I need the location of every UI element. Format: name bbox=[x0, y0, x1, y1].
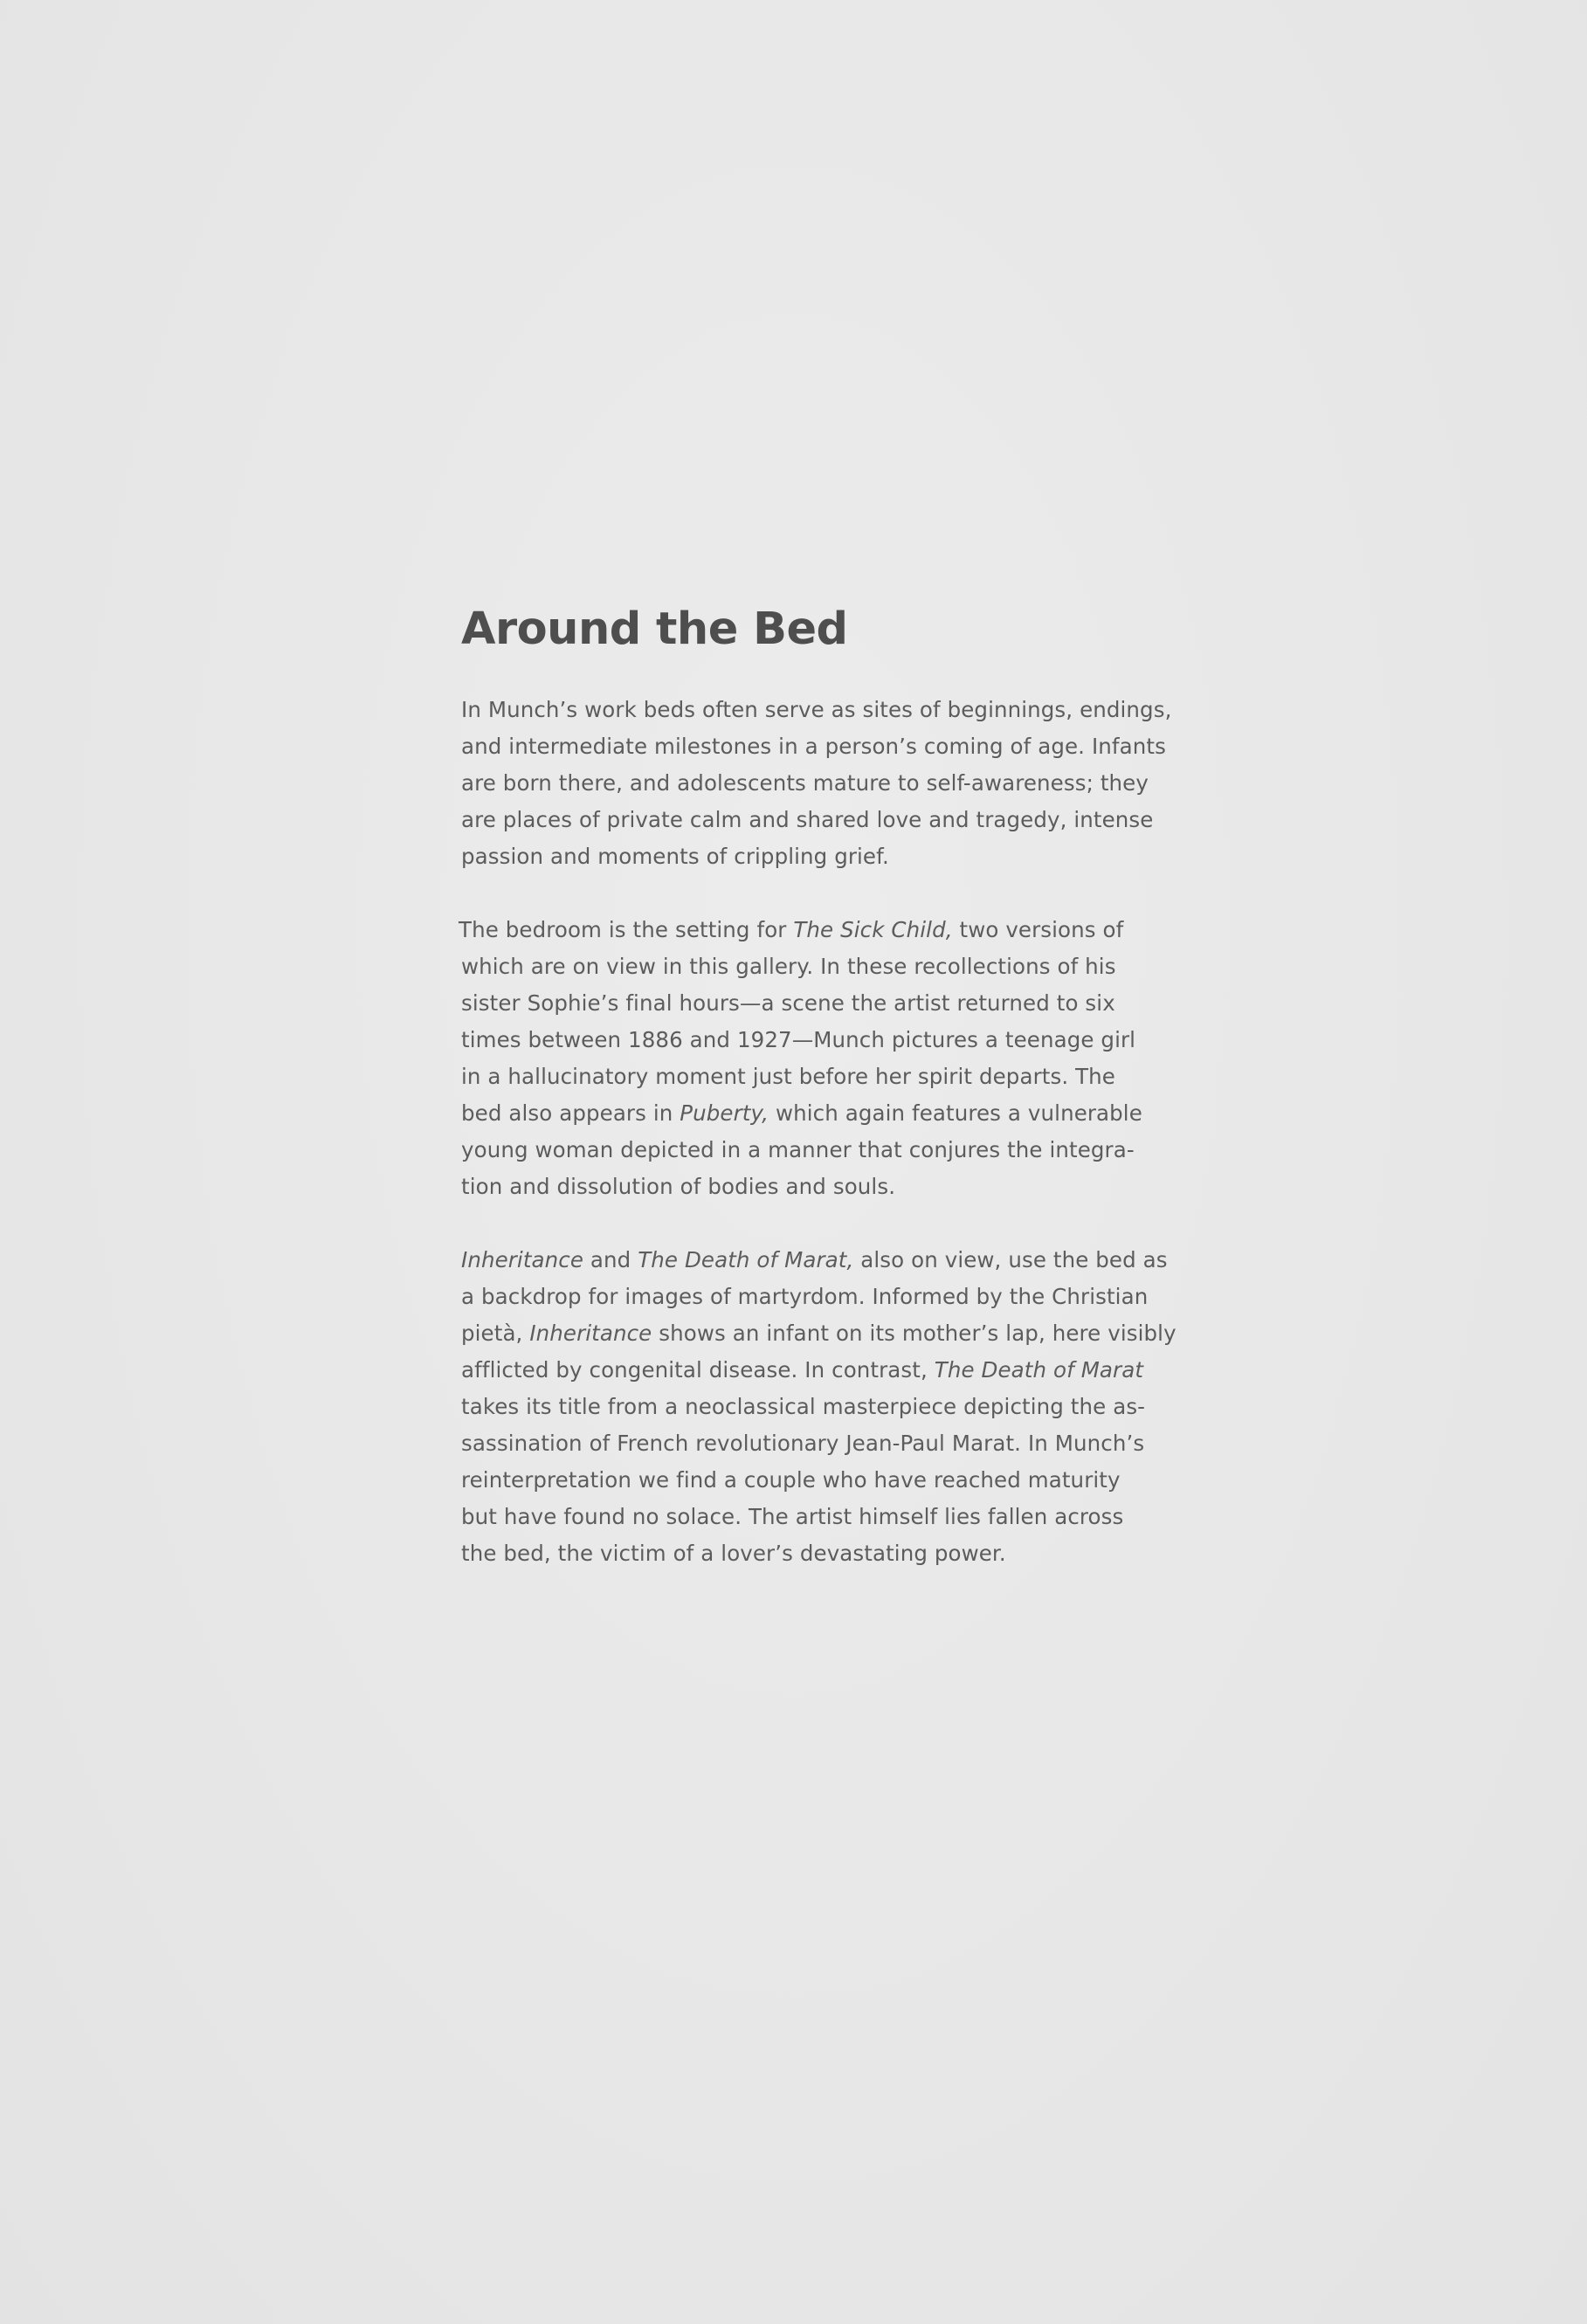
text-run: In Munch’s work beds often serve as sites of beginnings, endings, bbox=[461, 697, 1172, 722]
text-run: and intermediate milestones in a person’s coming of age. Infants bbox=[461, 734, 1166, 759]
text-line bbox=[461, 1315, 1176, 1352]
text-run: a backdrop for images of martyrdom. Informed by the Christian bbox=[461, 1284, 1149, 1309]
text-line bbox=[461, 1535, 1160, 1572]
text-line bbox=[461, 948, 1160, 985]
artwork-title: The Death of Marat, bbox=[638, 1247, 854, 1272]
text-run: shows an infant on its mother’s lap, here visibly bbox=[652, 1321, 1176, 1346]
text-line bbox=[461, 1242, 1168, 1279]
text-line bbox=[461, 1425, 1160, 1462]
text-run: which are on view in this gallery. In these recollections of his bbox=[461, 954, 1116, 979]
text-line bbox=[461, 765, 1160, 802]
text-run: reinterpretation we find a couple who have reached maturity bbox=[461, 1467, 1121, 1493]
text-run: times between 1886 and 1927—Munch pictures a teenage girl bbox=[461, 1027, 1136, 1052]
text-run: takes its title from a neoclassical masterpiece depicting the as- bbox=[461, 1394, 1146, 1419]
text-run: are born there, and adolescents mature to self-awareness; they bbox=[461, 770, 1149, 796]
text-run: but have found no solace. The artist himself lies fallen across bbox=[461, 1504, 1124, 1529]
text-run: sassination of French revolutionary Jean-Paul Marat. In Munch’s bbox=[461, 1431, 1145, 1456]
text-run: afflicted by congenital disease. In contrast, bbox=[461, 1357, 935, 1383]
text-line bbox=[461, 802, 1160, 838]
text-line bbox=[461, 1022, 1160, 1059]
text-line bbox=[461, 1059, 1160, 1095]
text-run: two versions of bbox=[952, 917, 1124, 942]
text-run: which again features a vulnerable bbox=[769, 1100, 1142, 1126]
artwork-title: The Sick Child, bbox=[793, 917, 953, 942]
text-line bbox=[461, 1132, 1160, 1169]
text-line bbox=[461, 1279, 1160, 1315]
text-line bbox=[461, 1389, 1160, 1425]
text-line bbox=[461, 838, 1160, 875]
text-run: are places of private calm and shared love and tragedy, intense bbox=[461, 807, 1154, 832]
text-run: and bbox=[583, 1247, 638, 1272]
text-run: in a hallucinatory moment just before her spirit departs. The bbox=[461, 1064, 1115, 1089]
text-run: tion and dissolution of bodies and souls. bbox=[461, 1174, 896, 1199]
text-run: pietà, bbox=[461, 1321, 530, 1346]
artwork-title: Inheritance bbox=[529, 1321, 652, 1346]
wall-text-panel bbox=[459, 603, 1176, 1572]
artwork-title: The Death of Marat bbox=[934, 1357, 1144, 1383]
body-text bbox=[459, 692, 1176, 1572]
text-line bbox=[461, 1499, 1160, 1535]
text-run: passion and moments of crippling grief. bbox=[461, 844, 889, 869]
artwork-title: Puberty, bbox=[680, 1100, 769, 1126]
text-line bbox=[461, 985, 1160, 1022]
text-run: The bedroom is the setting for bbox=[459, 917, 794, 942]
text-line bbox=[461, 728, 1166, 765]
section-title: Around the Bed bbox=[461, 603, 848, 655]
artwork-title: Inheritance bbox=[461, 1247, 584, 1272]
paragraph bbox=[459, 912, 1160, 1205]
text-run: also on view, use the bed as bbox=[853, 1247, 1168, 1272]
text-line bbox=[461, 692, 1172, 728]
text-line bbox=[459, 912, 1160, 948]
text-run: bed also appears in bbox=[461, 1100, 680, 1126]
text-line bbox=[461, 1169, 1160, 1205]
paragraph bbox=[461, 1242, 1176, 1572]
text-line bbox=[461, 1352, 1160, 1389]
text-run: the bed, the victim of a lover’s devastating power. bbox=[461, 1541, 1006, 1566]
text-run: young woman depicted in a manner that conjures the integra- bbox=[461, 1137, 1135, 1162]
text-run: sister Sophie’s final hours—a scene the artist returned to six bbox=[461, 990, 1115, 1016]
text-line bbox=[461, 1462, 1160, 1499]
paragraph bbox=[461, 692, 1172, 875]
text-line bbox=[461, 1095, 1160, 1132]
